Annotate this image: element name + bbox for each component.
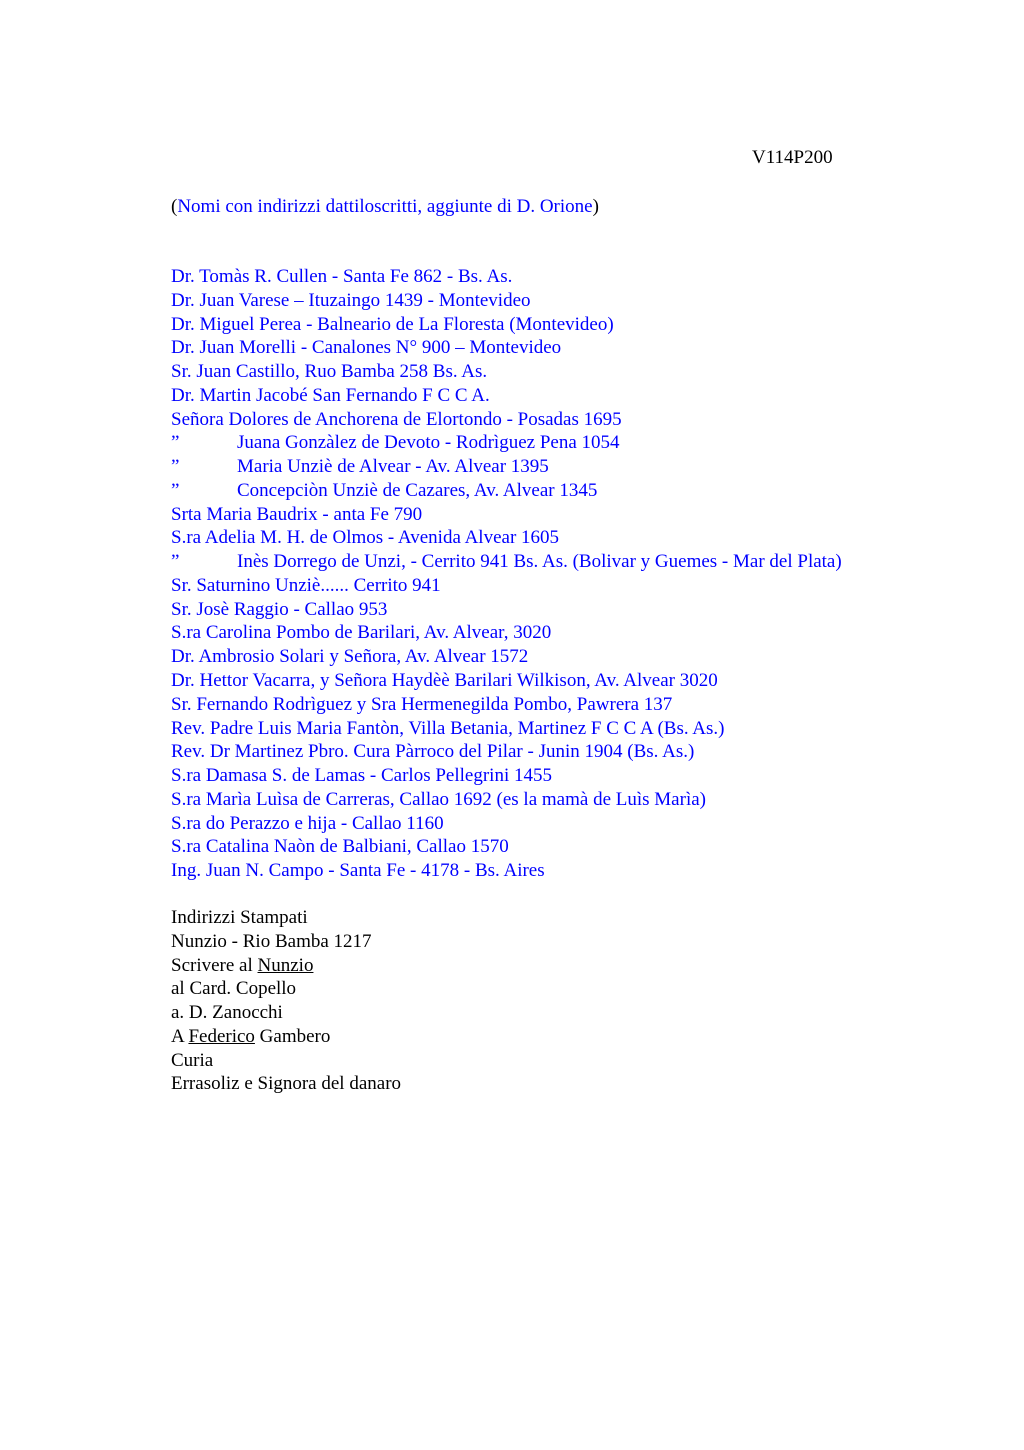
d-zanocchi: a. D. Zanocchi (171, 1002, 283, 1024)
federico-gambero (171, 1025, 401, 1049)
address-entry (171, 717, 842, 741)
address-entry (171, 265, 842, 289)
address-text: Dr. Hettor Vacarra, y Señora Haydèè Barilari Wilkison, Av. Alvear 3020 (171, 670, 718, 692)
address-text: Juana Gonzàlez de Devoto - Rodrìguez Pena 1054 (237, 432, 620, 454)
address-text: Dr. Miguel Perea - Balneario de La Floresta (Montevideo) (171, 313, 614, 335)
address-text: Sr. Josè Raggio - Callao 953 (171, 598, 388, 620)
printed-addresses-section (171, 906, 401, 1096)
write-prefix: Scrivere al (171, 954, 258, 976)
nunzio-underlined: Nunzio (257, 954, 314, 976)
federico-suffix: Gambero (254, 1025, 331, 1047)
address-text: Maria Unziè de Alvear - Av. Alvear 1395 (237, 456, 549, 478)
address-text: Inès Dorrego de Unzi, - Cerrito 941 Bs. As. (Bolivar y Guemes - Mar del Plata) (237, 551, 842, 573)
address-text: Dr. Martin Jacobé San Fernando F C C A. (171, 384, 490, 406)
address-entry (171, 526, 842, 550)
ditto-mark: ” (171, 551, 180, 573)
address-text: S.ra Marìa Luìsa de Carreras, Callao 1692 (es la mamà de Luìs Marìa) (171, 788, 706, 810)
nunzio-address: Nunzio - Rio Bamba 1217 (171, 930, 372, 952)
address-entry (171, 384, 842, 408)
address-entry (171, 859, 842, 883)
ditto-mark: ” (171, 432, 180, 454)
address-entry (171, 621, 842, 645)
address-entry (171, 431, 842, 455)
address-text: Dr. Juan Morelli - Canalones N° 900 – Montevideo (171, 337, 562, 359)
typed-address-list (171, 265, 842, 883)
address-entry (171, 645, 842, 669)
ditto-mark: ” (171, 479, 180, 501)
address-text: Sr. Juan Castillo, Ruo Bamba 258 Bs. As. (171, 361, 488, 383)
address-entry (171, 835, 842, 859)
address-text: Dr. Ambrosio Solari y Señora, Av. Alvear 1572 (171, 646, 529, 668)
address-entry (171, 313, 842, 337)
address-entry (171, 598, 842, 622)
address-text: Dr. Juan Varese – Ituzaingo 1439 - Montevideo (171, 289, 531, 311)
note-text: Nomi con indirizzi dattiloscritti, aggiunte di D. Orione (177, 196, 593, 217)
address-text: Sr. Fernando Rodrìguez y Sra Hermenegilda Pombo, Pawrera 137 (171, 693, 673, 715)
address-text: S.ra Damasa S. de Lamas - Carlos Pellegrini 1455 (171, 765, 552, 787)
address-entry (171, 336, 842, 360)
ditto-mark: ” (171, 456, 180, 478)
address-entry (171, 550, 842, 574)
card-copello: al Card. Copello (171, 978, 297, 1000)
address-text: S.ra Carolina Pombo de Barilari, Av. Alvear, 3020 (171, 622, 552, 644)
address-entry (171, 455, 842, 479)
address-entry (171, 788, 842, 812)
address-text: Ing. Juan N. Campo - Santa Fe - 4178 - Bs. Aires (171, 860, 545, 882)
address-entry (171, 360, 842, 384)
address-text: Rev. Padre Luis Maria Fantòn, Villa Betania, Martinez F C C A (Bs. As.) (171, 717, 725, 739)
address-entry (171, 669, 842, 693)
address-text: S.ra Catalina Naòn de Balbiani, Callao 1570 (171, 836, 509, 858)
address-entry (171, 764, 842, 788)
address-entry (171, 479, 842, 503)
address-entry (171, 812, 842, 836)
federico-underlined: Federico (188, 1025, 255, 1047)
write-to-nunzio (171, 954, 401, 978)
address-text: S.ra Adelia M. H. de Olmos - Avenida Alvear 1605 (171, 527, 560, 549)
address-entry (171, 693, 842, 717)
errasoliz: Errasoliz e Signora del danaro (171, 1073, 402, 1095)
note-close-paren: ) (592, 196, 599, 217)
printed-heading: Indirizzi Stampati (171, 907, 308, 928)
address-entry (171, 574, 842, 598)
federico-prefix: A (171, 1025, 189, 1047)
address-entry (171, 289, 842, 313)
address-text: Concepciòn Unziè de Cazares, Av. Alvear 1345 (237, 479, 598, 501)
curia: Curia (171, 1049, 214, 1071)
address-entry (171, 740, 842, 764)
address-text: Srta Maria Baudrix - anta Fe 790 (171, 503, 423, 525)
address-text: Sr. Saturnino Unziè...... Cerrito 941 (171, 574, 441, 596)
note-open-paren: ( (171, 196, 178, 217)
address-entry (171, 503, 842, 527)
editor-note (171, 195, 599, 218)
page-id: V114P200 (752, 147, 833, 168)
address-text: Señora Dolores de Anchorena de Elortondo - Posadas 1695 (171, 408, 622, 430)
address-text: Dr. Tomàs R. Cullen - Santa Fe 862 - Bs. As. (171, 266, 513, 287)
address-text: S.ra do Perazzo e hija - Callao 1160 (171, 812, 444, 834)
address-entry (171, 408, 842, 432)
address-text: Rev. Dr Martinez Pbro. Cura Pàrroco del Pilar - Junin 1904 (Bs. As.) (171, 741, 695, 763)
